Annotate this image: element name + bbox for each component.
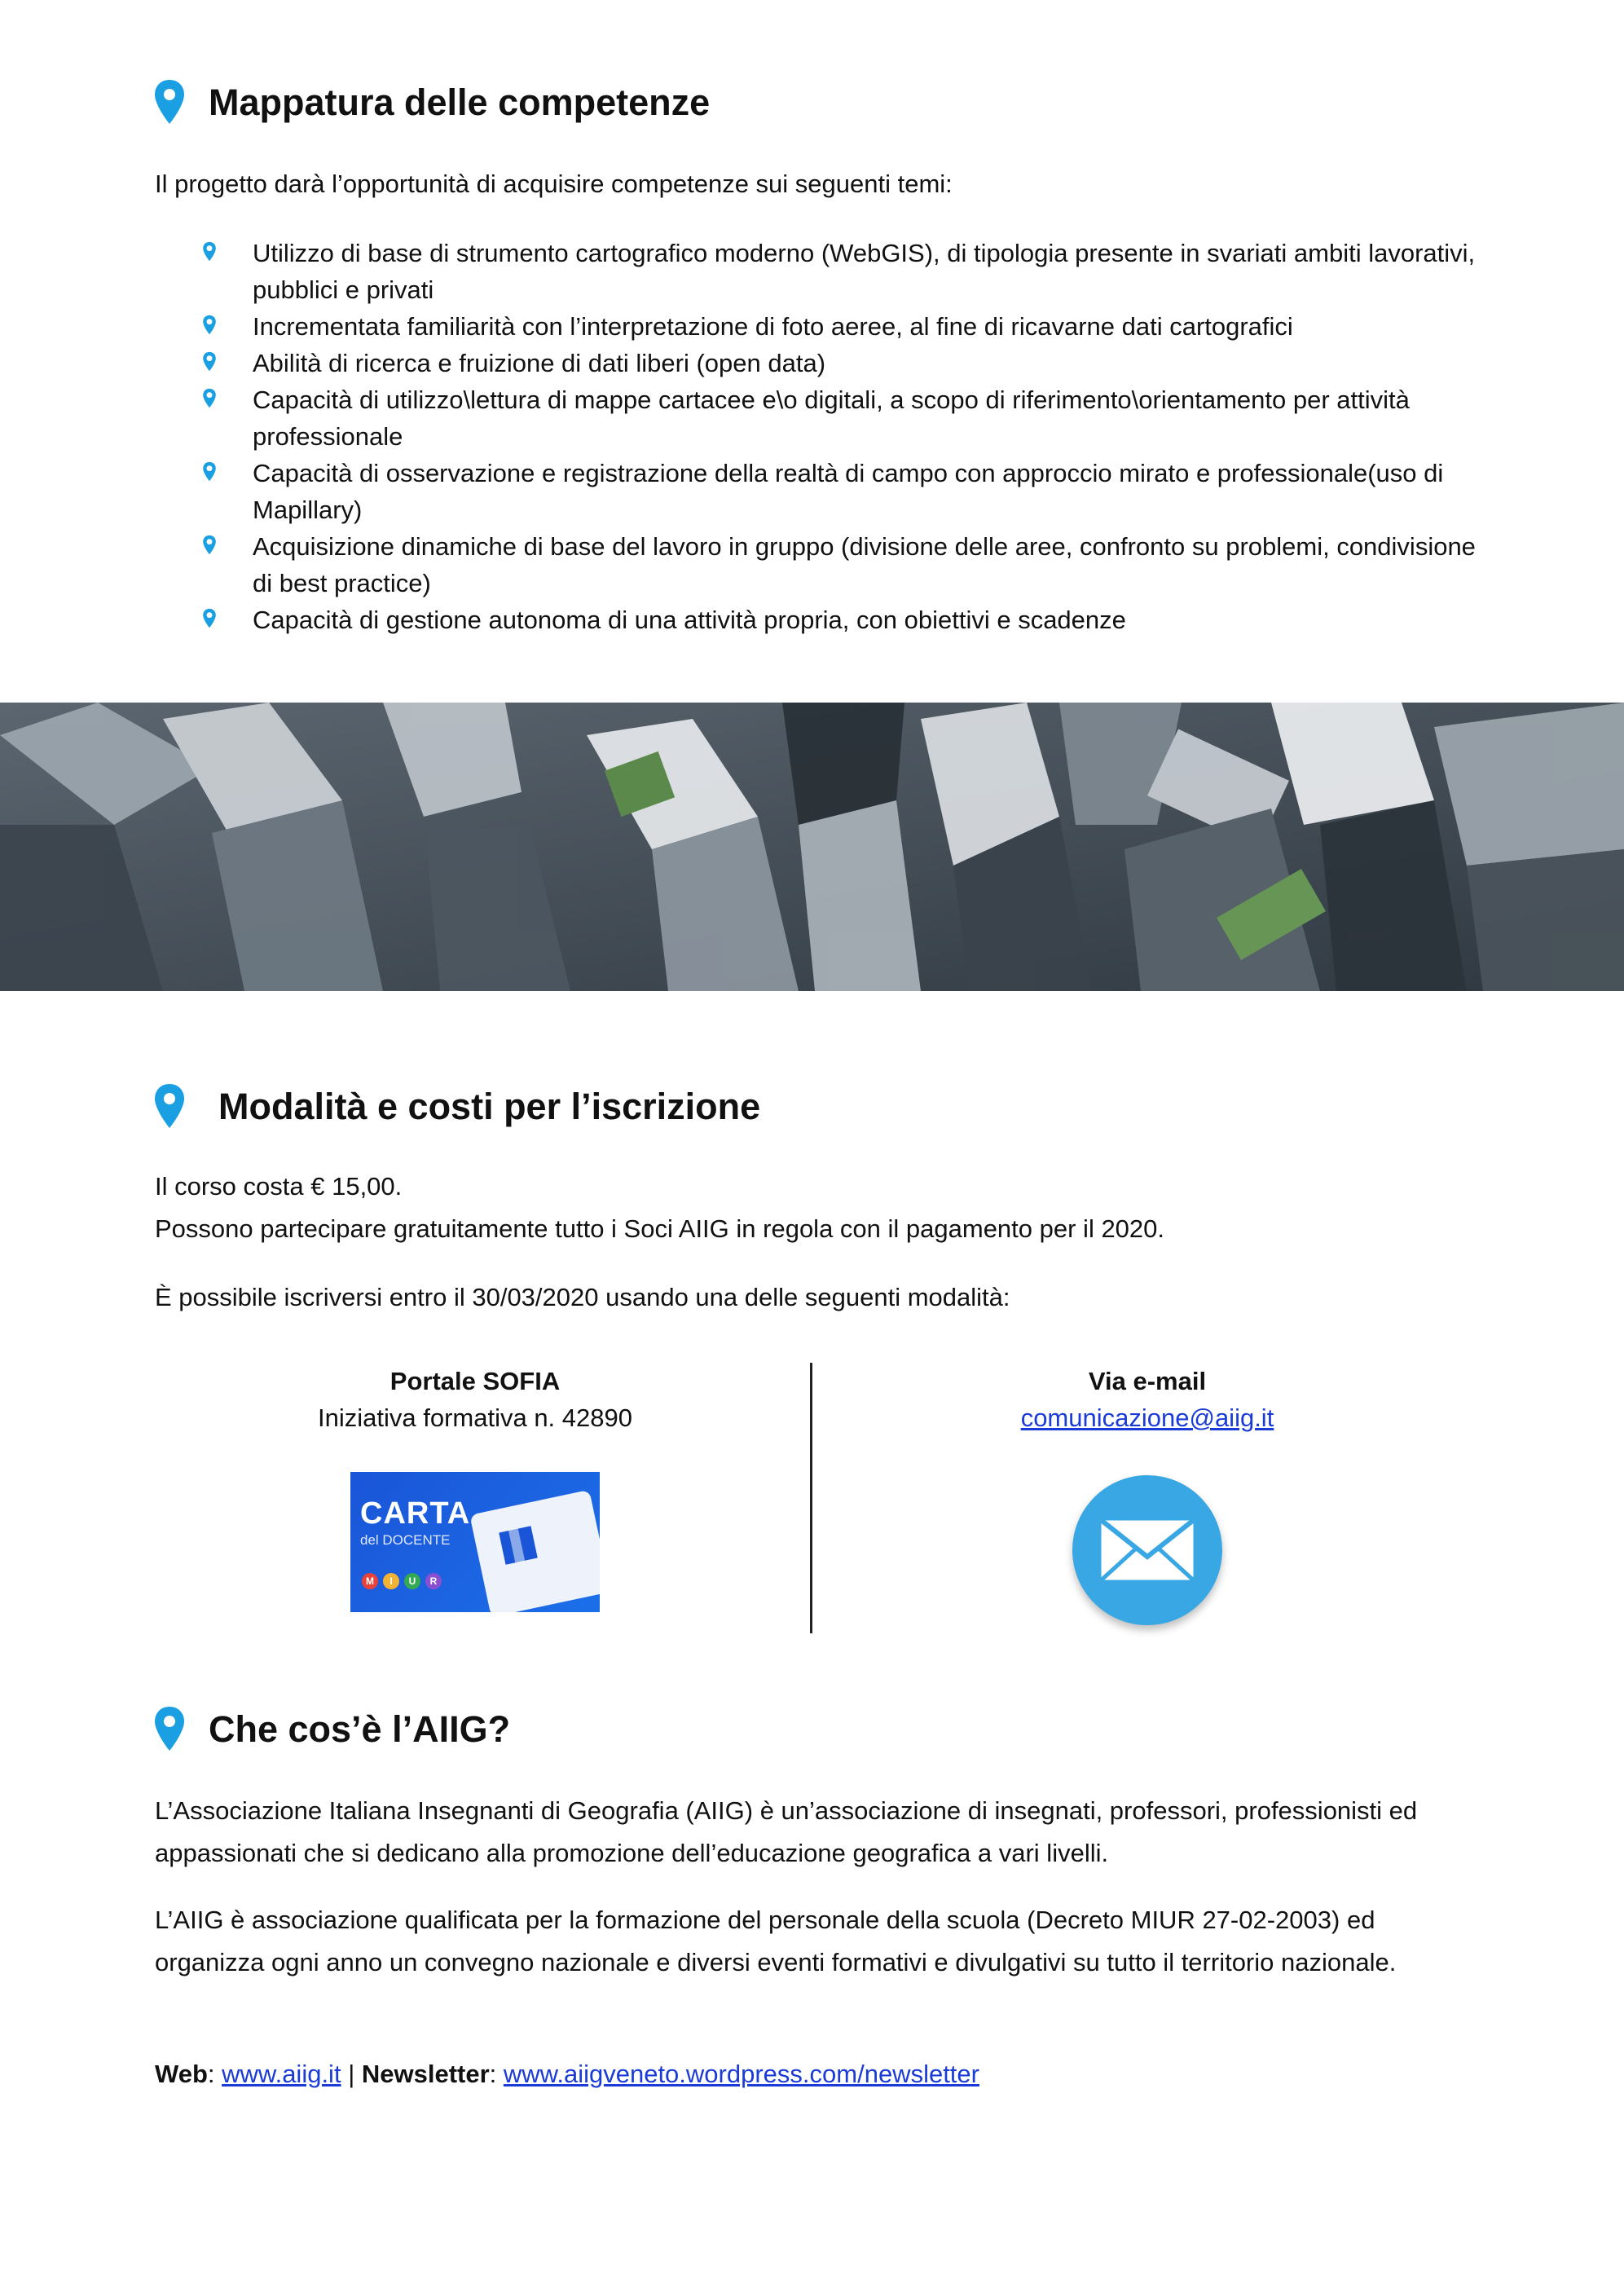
map-pin-bullet-icon [202, 388, 217, 409]
option-email [903, 1363, 1392, 1436]
competence-list [155, 235, 1491, 638]
aerial-city-photo [0, 703, 1624, 991]
aiig-description: L’Associazione Italiana Insegnanti di Geografia (AIIG) è un’associazione di insegnati, professori, professionisti ed appassionati che si dedicano alla promozione dell’educazione geografica a vari livelli. [155, 1796, 1418, 1867]
city-illustration [0, 703, 1624, 991]
map-pin-bullet-icon [202, 351, 217, 372]
deadline-text: È possibile iscriversi entro il 30/03/2020 usando una delle seguenti modalità: [155, 1283, 1010, 1311]
newsletter-label: Newsletter [361, 2060, 490, 2088]
option-sofia [231, 1363, 720, 1436]
footer-links: Web: www.aiig.it | Newsletter: www.aiigveneto.wordpress.com/newsletter [155, 2060, 979, 2088]
mail-icon [1072, 1475, 1222, 1625]
separator: | [348, 2060, 355, 2088]
section-title: Modalità e costi per l’iscrizione [218, 1086, 761, 1127]
map-pin-bullet-icon [202, 461, 217, 483]
option-title: Portale SOFIA [389, 1367, 561, 1395]
list-item: Acquisizione dinamiche di base del lavoro in gruppo (divisione delle aree, confronto su problemi, condivisione di best practice) [155, 528, 1491, 601]
list-item: Abilità di ricerca e fruizione di dati liberi (open data) [155, 345, 1491, 381]
column-divider [810, 1363, 812, 1633]
email-link[interactable]: comunicazione@aiig.it [1020, 1403, 1274, 1432]
map-pin-bullet-icon [202, 608, 217, 629]
map-pin-icon [153, 1082, 186, 1131]
list-item: Incrementata familiarità con l’interpretazione di foto aeree, al fine di ricavarne dati cartografici [155, 308, 1491, 345]
section-heading-aiig [153, 1705, 510, 1754]
intro-text: Il progetto darà l’opportunità di acquisire competenze sui seguenti temi: [155, 170, 953, 198]
miur-dot: R [425, 1573, 442, 1589]
web-link[interactable]: www.aiig.it [222, 2060, 341, 2088]
section-heading-competenze [153, 78, 710, 127]
cost-text: Il corso costa € 15,00. [155, 1172, 403, 1201]
card-logo-title: CARTA [360, 1496, 471, 1531]
aiig-qualification: L’AIIG è associazione qualificata per la formazione del personale della scuola (Decreto MIUR 27-02-2003) ed organizza ogni anno un convegno nazionale e diversi eventi formativi e divulgativi su tutto il territorio nazionale. [155, 1906, 1397, 1976]
list-item: Capacità di gestione autonoma di una attività propria, con obiettivi e scadenze [155, 601, 1491, 638]
map-pin-icon [153, 78, 186, 127]
map-pin-bullet-icon [202, 241, 217, 262]
carta-docente-logo [350, 1472, 600, 1612]
section-title: Mappatura delle competenze [209, 82, 711, 123]
card-logo-subtitle: del DOCENTE [360, 1532, 451, 1548]
map-pin-bullet-icon [202, 535, 217, 556]
envelope-icon [1072, 1475, 1222, 1625]
option-detail: Iniziativa formativa n. 42890 [318, 1403, 632, 1432]
miur-dot: M [362, 1573, 378, 1589]
list-item: Capacità di osservazione e registrazione della realtà di campo con approccio mirato e professionale(uso di Mapillary) [155, 455, 1491, 528]
option-title: Via e-mail [1088, 1367, 1207, 1395]
qr-code-icon [499, 1526, 537, 1564]
map-pin-icon [153, 1705, 186, 1754]
web-label: Web [155, 2060, 208, 2088]
list-item: Utilizzo di base di strumento cartografico moderno (WebGIS), di tipologia presente in svariati ambiti lavorativi, pubblici e privati [155, 235, 1491, 308]
map-pin-bullet-icon [202, 315, 217, 336]
free-participation-text: Possono partecipare gratuitamente tutto i Soci AIIG in regola con il pagamento per il 2020. [155, 1214, 1165, 1243]
miur-dot: I [383, 1573, 399, 1589]
newsletter-link[interactable]: www.aiigveneto.wordpress.com/newsletter [503, 2060, 979, 2088]
section-heading-iscrizione [153, 1082, 760, 1131]
section-title: Che cos’è l’AIIG? [209, 1708, 511, 1750]
list-item: Capacità di utilizzo\lettura di mappe cartacee e\o digitali, a scopo di riferimento\orientamento per attività professionale [155, 381, 1491, 455]
miur-dot: U [404, 1573, 420, 1589]
